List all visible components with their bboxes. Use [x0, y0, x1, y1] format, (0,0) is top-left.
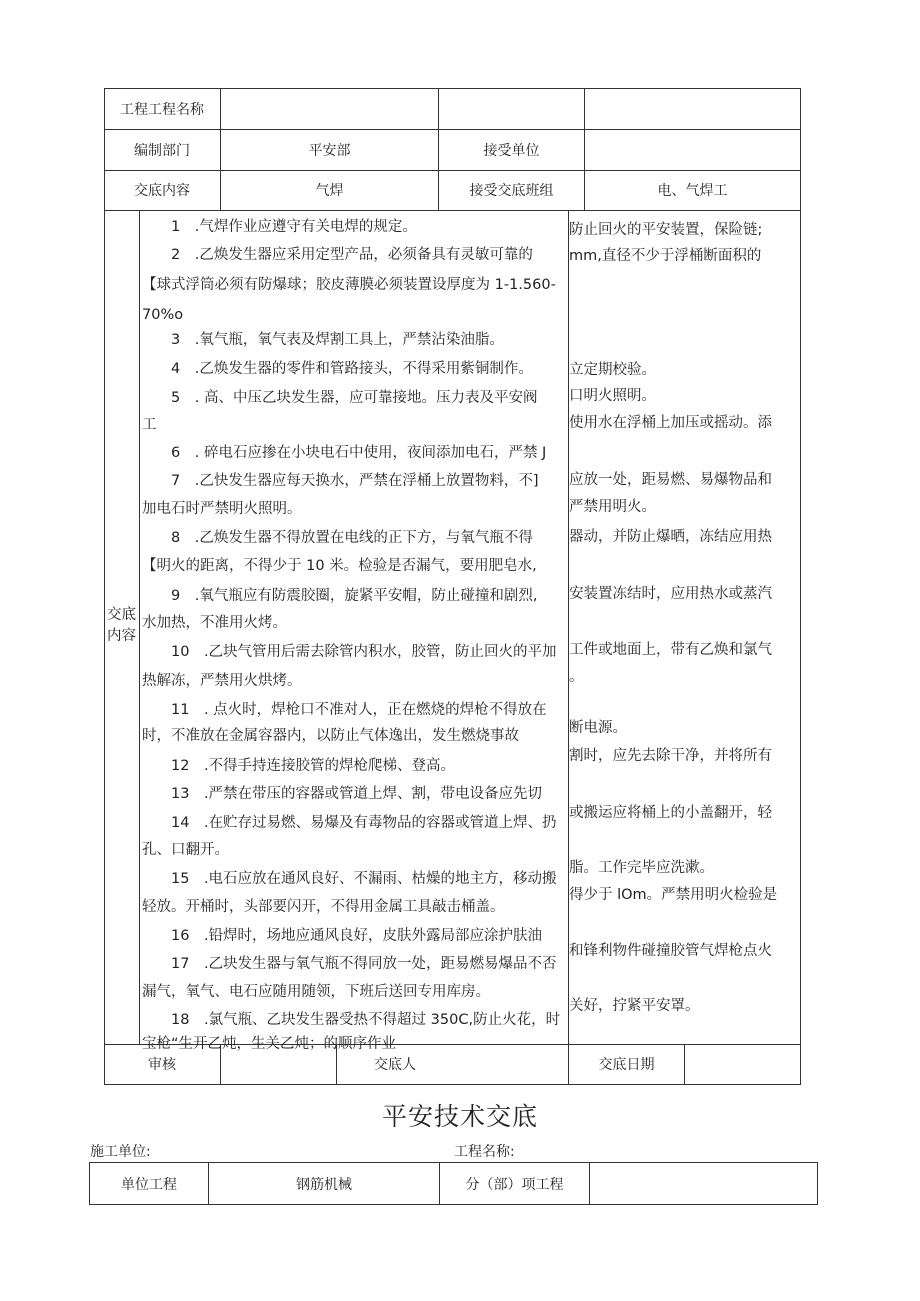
date-value[interactable] — [685, 1044, 800, 1084]
row-divider — [104, 210, 801, 211]
discloser-value[interactable] — [453, 1044, 568, 1084]
text-line: 时，不准放在金属容器内，以防止气体逸出，发生燃烧事故 — [142, 728, 519, 744]
text-line: 孔、口翻开。 — [142, 842, 229, 858]
review-label: 审核 — [148, 1057, 176, 1073]
text-line: 得少于 lOm。严禁用明火检验是 — [569, 887, 778, 903]
text-line: 16 .铅焊时，场地应通风良好，皮肤外露局部应涂护肤油 — [142, 928, 543, 944]
text-line: 和锋利物件碰撞胶管气焊枪点火 — [569, 943, 772, 959]
text-line: 器动，并防止爆晒，冻结应用热 — [569, 529, 772, 545]
project-name-label-2: 工程名称: — [454, 1144, 515, 1160]
text-line: 5 . 高、中压乙块发生器，应可靠接地。压力表及平安阀 — [142, 390, 538, 406]
text-line: 使用水在浮桶上加压或摇动。添 — [569, 415, 772, 431]
discloser-label: 交底人 — [374, 1057, 416, 1073]
text-line: 7 .乙快发生器应每天换水，严禁在浮桶上放置物料，不] — [142, 473, 539, 489]
project-name-value[interactable] — [221, 88, 438, 129]
dept-value: 平安部 — [308, 142, 351, 159]
text-line: 6 . 碎电石应掺在小块电石中使用，夜间添加电石，严禁 J — [142, 445, 547, 461]
page-title: 平安技术交底 — [381, 1102, 538, 1131]
text-line: 安装置冻结时，应用热水或蒸汽 — [569, 586, 772, 602]
text-line: 9 .氧气瓶应有防震胶圈，旋紧平安帽，防止碰撞和剧烈, — [142, 588, 538, 604]
text-line: 3 .氧气瓶，氧气表及焊割工具上，严禁沾染油脂。 — [142, 332, 504, 348]
receive-unit-label: 接受单位 — [483, 142, 540, 159]
text-line: 18 .氯气瓶、乙块发生器受热不得超过 350C,防止火花，时 — [142, 1012, 561, 1028]
text-line: 应放一处，距易燃、易爆物品和 — [569, 472, 772, 488]
text-line: 脂。工作完毕应洗漱。 — [569, 860, 714, 876]
text-line: 70%o — [142, 307, 184, 323]
unit-project-value: 钢筋机械 — [296, 1176, 352, 1193]
text-line: 轻放。开桶时，头部要闪开，不得用金属工具敲击桶盖。 — [142, 899, 505, 915]
table-border-left — [104, 88, 105, 1085]
text-line: 15 .电石应放在通风良好、不漏雨、枯燥的地主方，移动搬 — [142, 871, 557, 887]
table-border-right — [817, 1162, 818, 1205]
text-line: 断电源。 — [569, 720, 627, 736]
sub-project-value[interactable] — [590, 1163, 817, 1204]
content-value: 气焊 — [315, 183, 344, 199]
text-line: 10 .乙块气管用后需去除管内积水，胶管，防止回火的平加 — [142, 644, 557, 660]
unit-project-label: 单位工程 — [121, 1176, 177, 1193]
dept-label: 编制部门 — [134, 142, 190, 159]
text-line: 立定期校验。 — [569, 362, 656, 378]
text-line: mm,直径不少于浮桶断面积的 — [569, 248, 762, 264]
text-line: 12 .不得手持连接胶管的焊枪爬梯、登高。 — [142, 758, 456, 774]
text-line: 1 .气焊作业应遵守有关电焊的规定。 — [142, 219, 417, 235]
text-line: 水加热，不准用火烤。 — [142, 615, 287, 631]
text-line: 漏气，氧气、电石应随用随领，下班后送回专用库房。 — [142, 984, 490, 1000]
text-line: 口明火照明。 — [569, 388, 656, 404]
text-line: 或搬运应将桶上的小盖翻开，轻 — [569, 805, 772, 821]
review-value[interactable] — [221, 1044, 336, 1084]
text-line: 割时，应先去除干净，并将所有 — [569, 748, 772, 764]
text-line: 【明火的距离，不得少于 10 米。检验是否漏气，要用肥皂水, — [142, 558, 537, 574]
text-line: 14 .在贮存过易燃、易爆及有毒物品的容器或管道上焊、扔 — [142, 815, 557, 831]
text-line: 宝枪“生开乙炖，生关乙炖；的顺序作业 — [142, 1036, 397, 1052]
receive-team-label: 接受交底班组 — [469, 183, 554, 199]
text-line: 4 .乙焕发生器的零件和管路接头，不得采用紫铜制作。 — [142, 361, 533, 377]
text-line: 热解冻，严禁用火烘烤。 — [142, 673, 302, 689]
table-border-bottom — [104, 1084, 801, 1085]
project-name-label: 工程工程名称 — [120, 101, 204, 118]
text-line: 防止回火的平安装置，保险链; — [569, 222, 763, 238]
receive-team-value: 电、气焊工 — [657, 183, 728, 199]
text-line: 17 .乙块发生器与氧气瓶不得同放一处，距易燃易爆品不否 — [142, 956, 557, 972]
text-line: 工件或地面上，带有乙焕和氯气 — [569, 642, 772, 658]
body-side-label — [104, 605, 139, 647]
text-line: 8 .乙焕发生器不得放置在电线的正下方，与氧气瓶不得 — [142, 530, 533, 546]
text-line: 2 .乙焕发生器应采用定型产品，必须备具有灵敏可靠的 — [142, 247, 533, 263]
text-line: 11 . 点火时，焊枪口不准对人，正在燃烧的焊枪不得放在 — [142, 702, 547, 718]
text-line: 13 .严禁在带压的容器或管道上焊、割，带电设备应先切 — [142, 786, 543, 802]
text-line: 【球式浮筒必须有防爆球；胶皮薄膜必须装置设厚度为 1-1.560- — [142, 277, 556, 293]
project-name-extra-2[interactable] — [585, 88, 800, 129]
text-line: 。 — [569, 669, 584, 685]
table-border-bottom — [89, 1204, 818, 1205]
text-line: 关好，拧紧平安罩。 — [569, 998, 700, 1014]
text-line: 工 — [142, 417, 157, 433]
date-label: 交底日期 — [598, 1057, 655, 1073]
body-right-text — [569, 212, 801, 1042]
construction-unit-label: 施工单位: — [90, 1144, 151, 1160]
content-label: 交底内容 — [134, 183, 190, 199]
sub-project-label: 分（部）项工程 — [465, 1176, 564, 1193]
project-name-extra-1[interactable] — [439, 88, 584, 129]
receive-unit-value[interactable] — [585, 129, 800, 170]
body-side-label-line1: 交底 — [107, 607, 136, 623]
body-side-label-line2: 内容 — [107, 628, 136, 644]
text-line: 严禁用明火。 — [569, 499, 656, 515]
body-left-text — [140, 212, 572, 1052]
text-line: 加电石时严禁明火照明。 — [142, 501, 302, 517]
